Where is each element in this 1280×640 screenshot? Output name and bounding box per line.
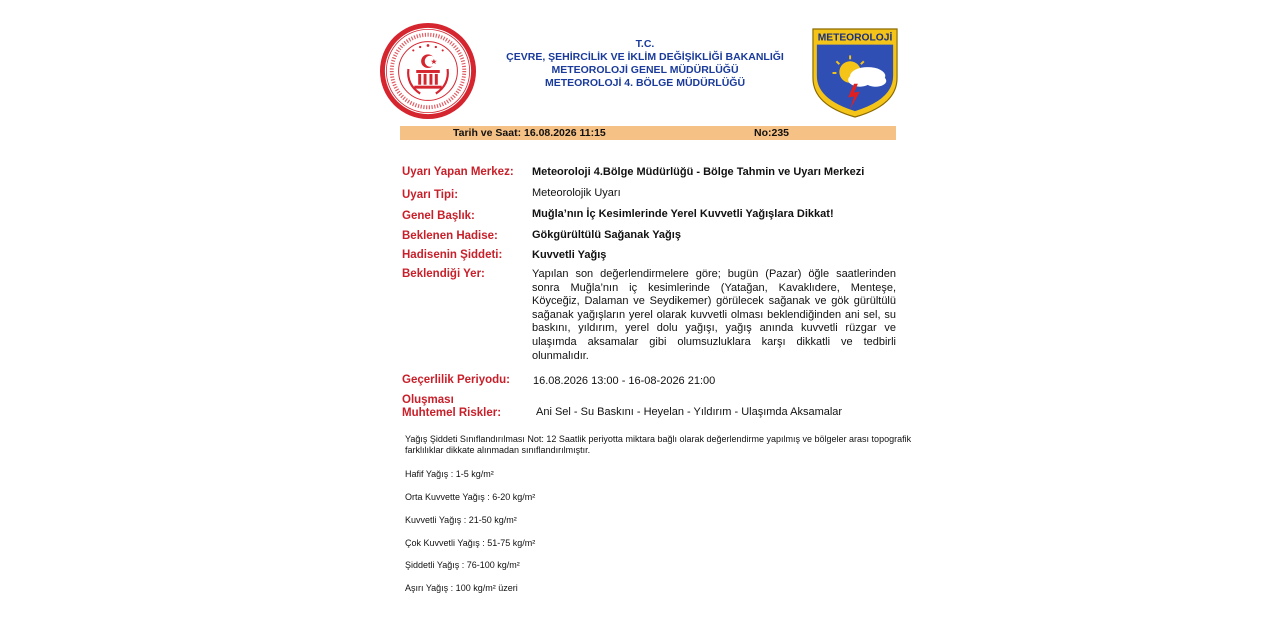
warning-number: No:235 [754,127,790,139]
event-value: Gökgürültülü Sağanak Yağış [532,229,681,241]
scale-item-severe: Şiddetli Yağış : 76-100 kg/m² [405,560,520,570]
title-value: Muğla’nın İç Kesimlerinde Yerel Kuvvetli Yağışlara Dikkat! [532,208,834,220]
ministry-seal-icon [379,22,477,120]
scale-item-extreme: Aşırı Yağış : 100 kg/m² üzeri [405,583,518,593]
header-line-ministry: ÇEVRE, ŞEHİRCİLİK VE İKLİM DEĞİŞİKLİĞİ BAKANLIĞI [506,51,784,63]
risks-value: Ani Sel - Su Baskını - Heyelan - Yıldırım - Ulaşımda Aksamalar [536,406,843,418]
logo-lettering: METEOROLOJİ [817,32,893,44]
meteoroloji-logo-icon [811,27,899,119]
scale-item-heavy: Kuvvetli Yağış : 21-50 kg/m² [405,515,517,525]
header-title-block [490,38,800,90]
scale-item-very-heavy: Çok Kuvvetli Yağış : 51-75 kg/m² [405,538,536,548]
scale-item-light: Hafif Yağış : 1-5 kg/m² [405,469,494,479]
validity-label: Geçerlilik Periyodu: [402,374,511,386]
location-description: Yapılan son değerlendirmelere göre; bugün (Pazar) öğle saatlerinden sonra Muğla’nın iç kesimlerinde (Yatağan, Kavaklıdere, Menteşe, Köyceğiz, Dalaman ve Seydikemer) görülecek sağanak ve gök gürültülü sağanak yağışların yerel olarak kuvvetli olması beklendiğinden ani sel, su baskını, yıldırım, yerel dolu yağışı, yağış anında kuvvetli rüzgar ve ulaşımda aksamalar gibi olumsuzluklara karşı dikkatli ve tedbirli olunmalıdır. [532,268,896,362]
event-label: Beklenen Hadise: [402,230,498,242]
type-label: Uyarı Tipi: [402,189,459,201]
risks-label-line1: Oluşması [402,394,454,406]
location-label: Beklendiği Yer: [402,268,485,280]
validity-value: 16.08.2026 13:00 - 16-08-2026 21:00 [533,375,716,387]
title-label: Genel Başlık: [402,210,475,222]
center-value: Meteoroloji 4.Bölge Müdürlüğü - Bölge Tahmin ve Uyarı Merkezi [532,166,865,178]
date-time: Tarih ve Saat: 16.08.2026 11:15 [453,127,606,139]
center-label: Uyarı Yapan Merkez: [402,166,514,178]
type-value: Meteorolojik Uyarı [532,187,621,199]
severity-label: Hadisenin Şiddeti: [402,249,503,261]
classification-note: Yağış Şiddeti Sınıflandırılması Not: 12 Saatlik periyotta miktara bağlı olarak değerlendirme yapılmış ve bölgeler arası topografik farklılıklar dikkate alınmadan sınıflandırılmıştır. [405,434,912,455]
header-line-directorate: METEOROLOJİ GENEL MÜDÜRLÜĞÜ [551,64,739,76]
header-line-region: METEOROLOJİ 4. BÖLGE MÜDÜRLÜĞÜ [544,77,746,89]
header-line-tc: T.C. [635,38,655,50]
severity-value: Kuvvetli Yağış [532,249,607,261]
date-number-band [400,126,896,140]
risks-label-line2: Muhtemel Riskler: [402,407,502,419]
scale-item-moderate: Orta Kuvvette Yağış : 6-20 kg/m² [405,492,536,502]
